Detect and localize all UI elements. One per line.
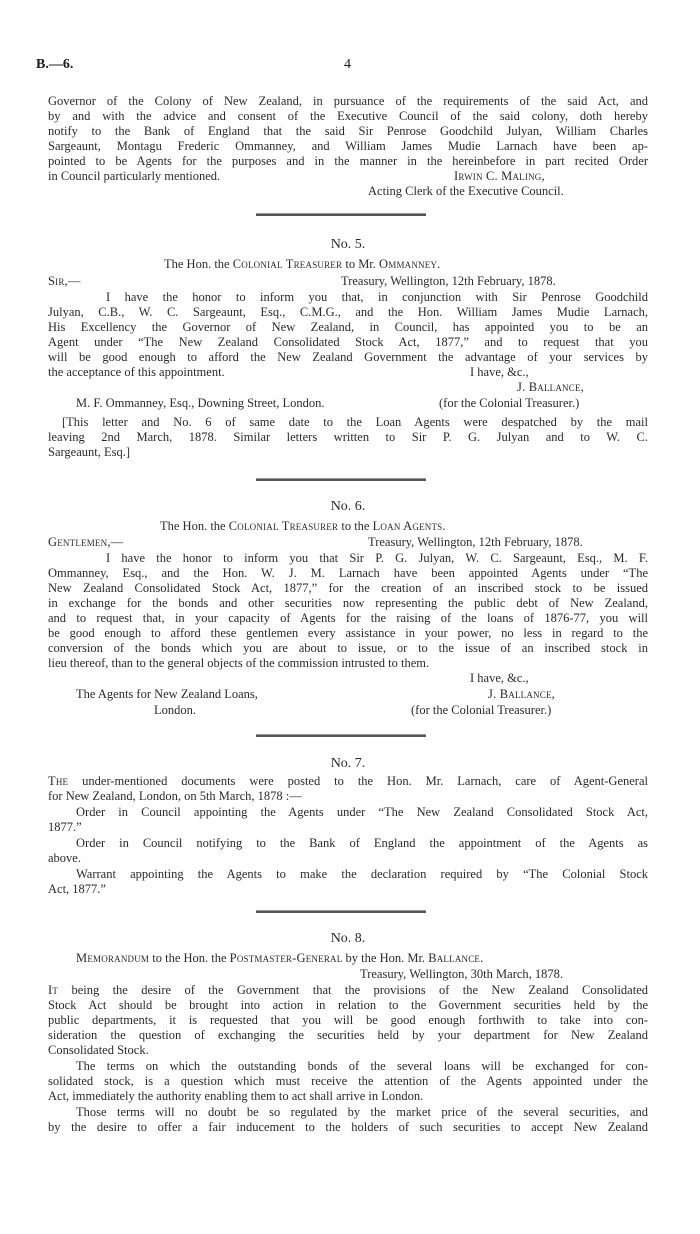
body-line: in Council particularly mentioned.	[48, 169, 221, 183]
body-line: for New Zealand, London, on 5th March, 1878 :—	[48, 789, 302, 803]
body-line: Julyan, C.B., W. C. Sargeaunt, Esq., C.M.G., and the Hon. William James Mudie Larnach,	[48, 305, 648, 319]
body-line: public departments, it is requested that you will be good enough forthwith to take into con-	[48, 1013, 648, 1027]
body-line: sideration the question of exchanging the securities held by your department for New Zealand	[48, 1028, 648, 1042]
section-divider	[256, 910, 426, 913]
signer-name: Irwin C. Maling,	[454, 169, 545, 183]
letter-heading: The Hon. the Colonial Treasurer to Mr. Ommanney.	[164, 257, 441, 271]
letter-date: Treasury, Wellington, 30th March, 1878.	[360, 967, 564, 981]
letter-number: No. 8.	[330, 931, 366, 946]
salutation: Sir,—	[48, 274, 81, 288]
body-line: by and with the advice and consent of the Executive Council of the said colony, doth hereby	[48, 109, 648, 123]
letter-date: Treasury, Wellington, 12th February, 1878.	[341, 274, 556, 288]
document-item: 1877.”	[48, 820, 82, 834]
letter-date: Treasury, Wellington, 12th February, 1878.	[368, 535, 583, 549]
addressee: The Agents for New Zealand Loans,	[76, 687, 258, 701]
body-line: Stock Act should be brought into action in relation to the Government securities held by the	[48, 998, 648, 1012]
signer-title: Acting Clerk of the Executive Council.	[368, 184, 564, 198]
body-line: pointed to be Agents for the purposes and in the manner in the hereinbefore in part recited Order	[48, 154, 648, 168]
document-item: Order in Council appointing the Agents under “The New Zealand Consolidated Stock Act,	[76, 805, 648, 819]
section-divider	[256, 478, 426, 481]
body-line: notify to the Bank of England that the said Sir Penrose Goodchild Julyan, William Charles	[48, 124, 648, 138]
signer-name: J. Ballance,	[488, 687, 555, 701]
body-line: The under-mentioned documents were posted to the Hon. Mr. Larnach, care of Agent-General	[48, 774, 648, 788]
letter-heading: The Hon. the Colonial Treasurer to the Loan Agents.	[160, 519, 446, 533]
body-line: Governor of the Colony of New Zealand, in pursuance of the requirements of the said Act, and	[48, 94, 648, 108]
body-line: by the desire to offer a fair inducement to the holders of such securities to accept New Zealand	[48, 1120, 648, 1134]
body-line: Sargeaunt, Montagu Frederic Ommanney, and William James Mudie Larnach have been ap-	[48, 139, 648, 153]
document-item: above.	[48, 851, 81, 865]
body-line: be good enough to afford these gentlemen every assistance in your power, no less in regard to the	[48, 626, 648, 640]
body-line: conversion of the bonds which you are about to issue, or to the issue of an inscribed stock in	[48, 641, 648, 655]
closing: I have, &c.,	[470, 365, 529, 379]
body-line: Act, immediately the authority enabling them to act shall arrive in London.	[48, 1089, 424, 1103]
editorial-note-line: Sargeaunt, Esq.]	[48, 445, 131, 459]
body-line: The terms on which the outstanding bonds of the several loans will be exchanged for con-	[76, 1059, 648, 1073]
document-reference: B.—6.	[36, 57, 74, 72]
body-line: His Excellency the Governor of New Zealand, in Council, has appointed you to be an	[48, 320, 648, 334]
body-line: will be good enough to afford the New Zealand Government the advantage of your services by	[48, 350, 648, 364]
letter-number: No. 7.	[330, 756, 366, 771]
body-line: the acceptance of this appointment.	[48, 365, 225, 379]
body-line: lieu thereof, than to the general objects of the commission intrusted to them.	[48, 656, 430, 670]
salutation: Gentlemen,—	[48, 535, 124, 549]
section-divider	[256, 734, 426, 737]
document-item: Warrant appointing the Agents to make the declaration required by “The Colonial Stock	[76, 867, 648, 881]
body-line: Ommanney, Esq., and the Hon. W. J. M. Larnach have been appointed Agents under “The	[48, 566, 648, 580]
section-divider	[256, 213, 426, 216]
body-line: I have the honor to inform you that, in conjunction with Sir Penrose Goodchild	[106, 290, 648, 304]
document-item: Act, 1877.”	[48, 882, 106, 896]
body-line: I have the honor to inform you that Sir P. G. Julyan, W. C. Sargeaunt, Esq., M. F.	[106, 551, 648, 565]
addressee: M. F. Ommanney, Esq., Downing Street, London.	[76, 396, 325, 410]
addressee-location: London.	[154, 703, 197, 717]
signer-capacity: (for the Colonial Treasurer.)	[411, 703, 552, 717]
signer-name: J. Ballance,	[517, 380, 584, 394]
memorandum-heading: Memorandum to the Hon. the Postmaster-General by the Hon. Mr. Ballance.	[76, 951, 484, 965]
body-line: Agent under “The New Zealand Consolidated Stock Act, 1877,” and to request that you	[48, 335, 648, 349]
body-line: It being the desire of the Government that the provisions of the New Zealand Consolidated	[48, 983, 648, 997]
signer-capacity: (for the Colonial Treasurer.)	[439, 396, 580, 410]
document-item: Order in Council notifying to the Bank of England the appointment of the Agents as	[76, 836, 648, 850]
body-line: Those terms will no doubt be so regulated by the market price of the several securities, and	[76, 1105, 648, 1119]
letter-number: No. 5.	[330, 237, 366, 252]
body-line: solidated stock, is a question which must receive the attention of the Agents appointed under the	[48, 1074, 648, 1088]
body-line: in exchange for the bonds and other securities now representing the public debt of New Zealand,	[48, 596, 648, 610]
page-number: 4	[344, 57, 351, 72]
editorial-note-line: [This letter and No. 6 of same date to the Loan Agents were despatched by the mail	[62, 415, 648, 429]
body-line: Consolidated Stock.	[48, 1043, 149, 1057]
body-line: New Zealand Consolidated Stock Act, 1877,” for the creation of an inscribed stock to be issued	[48, 581, 648, 595]
editorial-note-line: leaving 2nd March, 1878. Similar letters written to Sir P. G. Julyan and to W. C.	[48, 430, 648, 444]
letter-number: No. 6.	[330, 499, 366, 514]
body-line: and to request that, in your capacity of Agents for the raising of the loans of 1876-77, you will	[48, 611, 648, 625]
closing: I have, &c.,	[470, 671, 529, 685]
